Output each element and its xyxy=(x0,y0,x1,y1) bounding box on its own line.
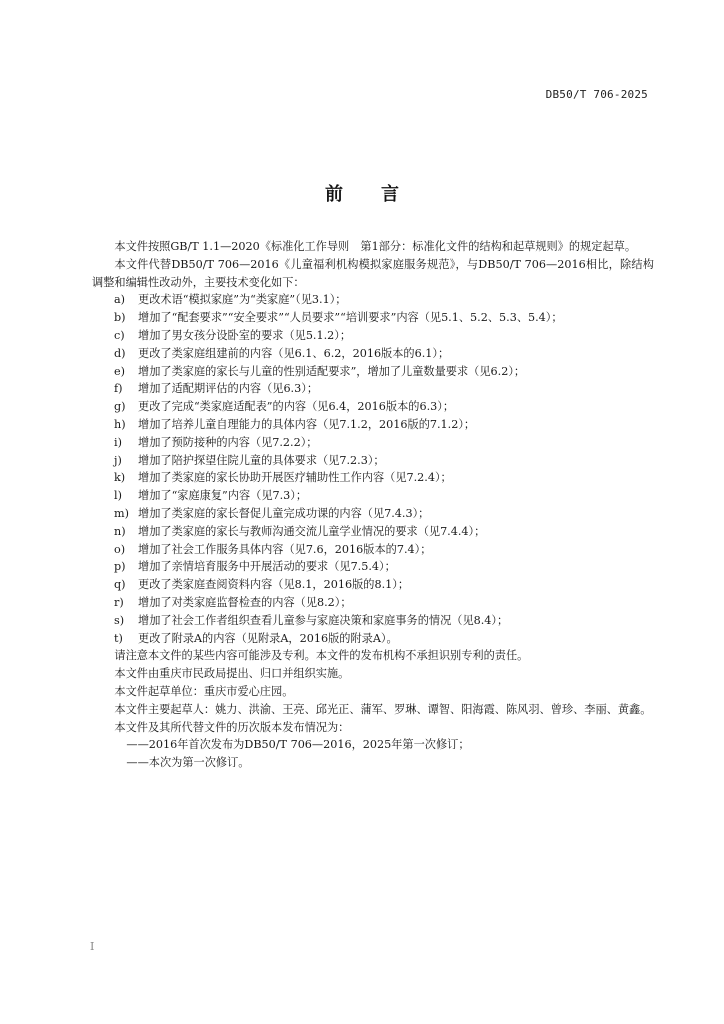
list-item-marker: g) xyxy=(114,400,126,414)
change-list-item xyxy=(114,612,654,630)
list-item-text: 增加了类家庭的家长协助开展医疗辅助性工作内容（见7.2.4）； xyxy=(138,471,452,485)
list-item-marker: h) xyxy=(114,417,126,431)
change-list-item xyxy=(114,363,654,381)
change-list-item xyxy=(114,469,654,487)
change-list-item xyxy=(114,291,654,309)
list-item-text: 增加了“配套要求”“安全要求”“人员要求”“培训要求”内容（见5.1、5.2、5.3、5.4）； xyxy=(138,311,563,325)
change-list-item xyxy=(114,523,654,541)
change-list-item xyxy=(114,434,654,452)
list-item-marker: i) xyxy=(114,435,122,449)
list-item-marker: c) xyxy=(114,328,125,342)
list-item-text: 更改了类家庭查阅资料内容（见8.1，2016版的8.1）； xyxy=(138,578,410,592)
intro-paragraph: 本文件代替DB50/T 706—2016《儿童福利机构模拟家庭服务规范》，与DB50/T 706—2016相比，除结构调整和编辑性改动外，主要技术变化如下： xyxy=(92,257,654,289)
list-item-text: 增加了陪护探望住院儿童的具体要求（见7.2.3）； xyxy=(138,453,385,467)
document-code: DB50/T 706-2025 xyxy=(545,88,648,101)
list-item-text: 增加了对类家庭监督检查的内容（见8.2）； xyxy=(138,595,352,609)
list-item-marker: d) xyxy=(114,346,126,360)
list-item-text: 增加了适配期评估的内容（见6.3）； xyxy=(138,382,319,396)
list-item-text: 增加了男女孩分设卧室的要求（见5.1.2）； xyxy=(138,328,352,342)
foreword-body xyxy=(92,238,654,772)
change-list-item xyxy=(114,327,654,345)
list-item-marker: l) xyxy=(114,489,122,503)
change-list-item xyxy=(114,452,654,470)
list-item-text: 增加了预防接种的内容（见7.2.2）； xyxy=(138,435,318,449)
list-item-marker: f) xyxy=(114,382,123,396)
drafters: 本文件主要起草人：姚力、洪渝、王亮、邱光正、蒲军、罗琳、谭智、阳海霞、陈风羽、曾珍、李丽、黄鑫。 xyxy=(114,702,652,716)
list-item-text: 增加了类家庭的家长与教师沟通交流儿童学业情况的要求（见7.4.4）； xyxy=(138,524,486,538)
change-list-item xyxy=(114,505,654,523)
list-item-text: 增加了“家庭康复”内容（见7.3）； xyxy=(138,489,308,503)
change-list-item xyxy=(114,541,654,559)
page-title: 前言 xyxy=(325,184,437,205)
list-item-marker: b) xyxy=(114,311,126,325)
list-item-marker: p) xyxy=(114,560,126,574)
list-item-marker: j) xyxy=(114,453,122,467)
drafting-unit: 本文件起草单位：重庆市爱心庄园。 xyxy=(114,684,294,698)
change-list-item xyxy=(114,630,654,648)
list-item-text: 更改了类家庭组建前的内容（见6.1、6.2，2016版本的6.1）； xyxy=(138,346,450,360)
list-item-marker: a) xyxy=(114,293,126,307)
change-list-item xyxy=(114,309,654,327)
change-list-item xyxy=(114,416,654,434)
list-item-marker: q) xyxy=(114,578,126,592)
proposer-note: 本文件由重庆市民政局提出、归口并组织实施。 xyxy=(114,667,350,681)
list-item-marker: r) xyxy=(114,595,124,609)
change-list-item xyxy=(114,345,654,363)
change-list-item xyxy=(114,576,654,594)
list-item-marker: m) xyxy=(114,506,129,520)
list-item-text: 增加了亲情培育服务中开展活动的要求（见7.5.4）； xyxy=(138,560,396,574)
list-item-text: 增加了类家庭的家长与儿童的性别适配要求”，增加了儿童数量要求（见6.2）； xyxy=(138,364,526,378)
list-item-marker: s) xyxy=(114,613,125,627)
patent-note: 请注意本文件的某些内容可能涉及专利。本文件的发布机构不承担识别专利的责任。 xyxy=(114,649,529,663)
change-list-item xyxy=(114,398,654,416)
change-list xyxy=(92,291,654,647)
change-list-item xyxy=(114,558,654,576)
history-line: ——本次为第一次修订。 xyxy=(126,756,250,770)
list-item-text: 增加了类家庭的家长督促儿童完成功课的内容（见7.4.3）； xyxy=(138,506,430,520)
list-item-marker: o) xyxy=(114,542,126,556)
list-item-text: 更改了完成“类家庭适配表”的内容（见6.4，2016版本的6.3）； xyxy=(138,400,455,414)
list-item-text: 更改术语“模拟家庭”为“类家庭”（见3.1）； xyxy=(138,293,347,307)
list-item-marker: n) xyxy=(114,524,126,538)
list-item-marker: t) xyxy=(114,631,123,645)
intro-paragraph: 本文件按照GB/T 1.1—2020《标准化工作导则 第1部分：标准化文件的结构和起草规则》的规定起草。 xyxy=(114,240,637,253)
list-item-text: 增加了社会工作服务具体内容（见7.6，2016版本的7.4）； xyxy=(138,542,432,556)
list-item-marker: k) xyxy=(114,471,126,485)
history-line: ——2016年首次发布为DB50/T 706—2016，2025年第一次修订； xyxy=(126,738,470,752)
list-item-text: 增加了培养儿童自理能力的具体内容（见7.1.2，2016版的7.1.2）； xyxy=(138,417,476,431)
list-item-marker: e) xyxy=(114,364,125,378)
list-item-text: 增加了社会工作者组织查看儿童参与家庭决策和家庭事务的情况（见8.4）； xyxy=(138,613,509,627)
page-number: I xyxy=(90,940,95,953)
change-list-item xyxy=(114,380,654,398)
list-item-text: 更改了附录A的内容（见附录A，2016版的附录A）。 xyxy=(138,631,398,645)
change-list-item xyxy=(114,487,654,505)
change-list-item xyxy=(114,594,654,612)
history-intro: 本文件及其所代替文件的历次版本发布情况为： xyxy=(114,720,350,734)
